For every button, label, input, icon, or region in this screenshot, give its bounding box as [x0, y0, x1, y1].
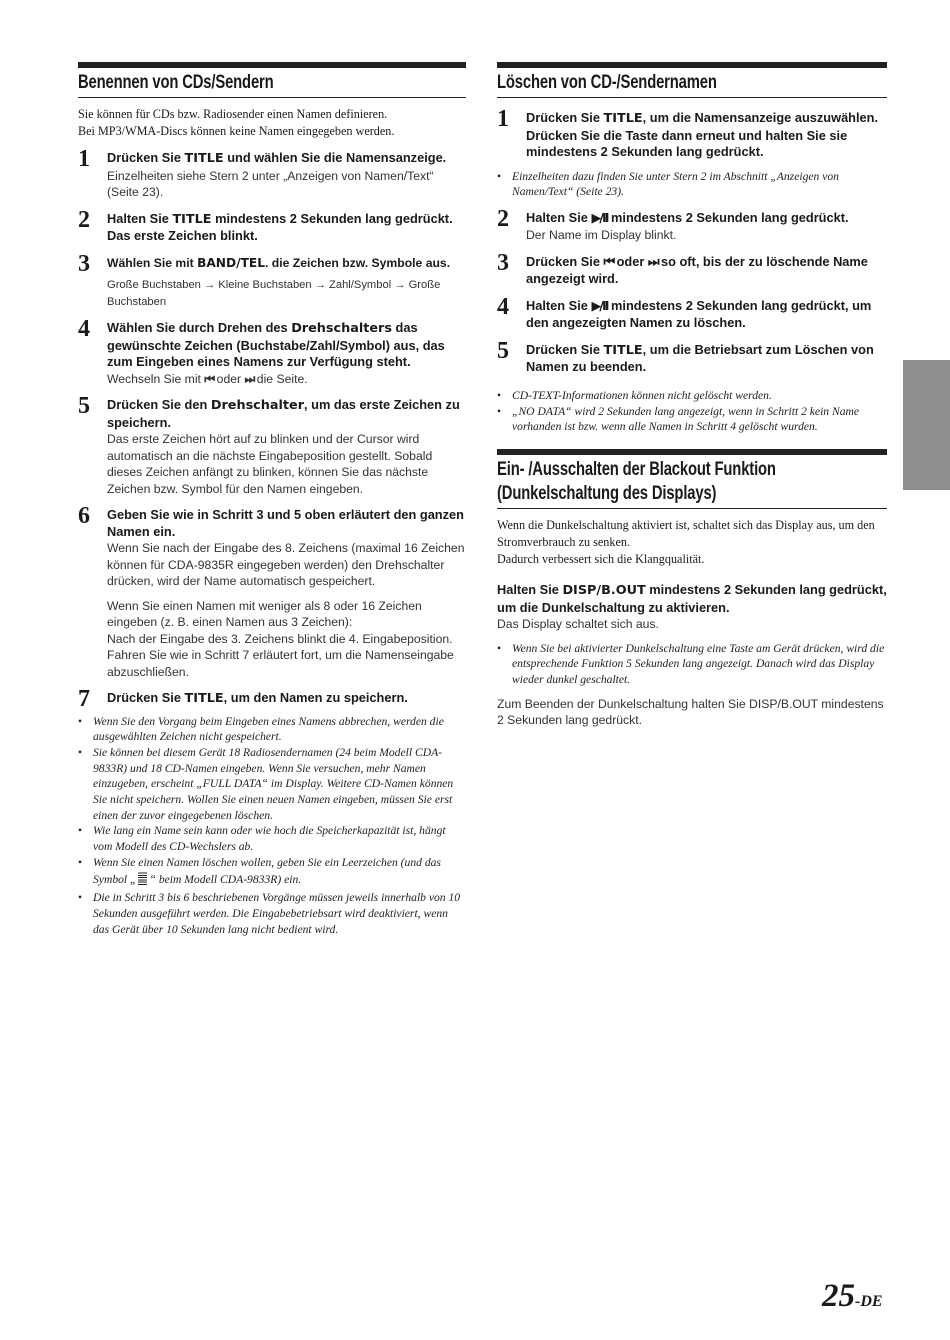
note-item: • Sie können bei diesem Gerät 18 Radiosendernamen (24 beim Modell CDA-9833R) und 18 CD-Namen eingeben. Wenn Sie versuchen, mehr Namen einzugeben, erscheint „FULL DATA“ im Display. Weitere CD-Namen können Sie nicht speichern. Wollen Sie einen neuen Namen eingeben, müssen Sie erst einen der zuvor eingegebenen löschen.	[78, 745, 466, 824]
note-item: • Einzelheiten dazu finden Sie unter Stern 2 im Abschnitt „Anzeigen von Namen/Text“ (Seite 23).	[497, 169, 887, 200]
step-body: Nach der Eingabe des 3. Zeichens blinkt die 4. Eingabeposition. Fahren Sie wie in Schritt 7 erläutert fort, um die Namenseingabe abzuschließen.	[107, 631, 454, 679]
side-tab-marker	[903, 360, 950, 490]
notes-list	[497, 641, 887, 688]
step-1	[497, 106, 887, 161]
step-number: 7	[78, 686, 90, 712]
note-item: • CD-TEXT-Informationen können nicht gelöscht werden.	[497, 388, 887, 404]
note-item: • Wenn Sie bei aktivierter Dunkelschaltung eine Taste am Gerät drücken, wird die entsprechende Funktion 5 Sekunden lang angezeigt. Danach wird das Display wieder dunkel geschaltet.	[497, 641, 887, 688]
step-7	[78, 686, 466, 712]
step-5	[78, 393, 466, 497]
step-number: 3	[78, 250, 90, 277]
heading-text: (Dunkelschaltung des Displays)	[497, 483, 717, 505]
play-pause-icon: ▶/II	[591, 210, 608, 226]
instruction-title: Halten Sie DISP/B.OUT mindestens 2 Sekunden lang gedrückt, um die Dunkelschaltung zu aktivieren.	[497, 582, 887, 615]
step-body: Wenn Sie nach der Eingabe des 8. Zeichens (maximal 16 Zeichen können für CDA-9835R eingegeben werden) den Drehschalter drücken, wird der Name automatisch gespeichert.	[107, 541, 465, 588]
play-pause-icon: ▶/II	[591, 298, 608, 314]
step-title: Drücken Sie TITLE und wählen Sie die Namensanzeige.	[107, 150, 447, 166]
step-body: Der Name im Display blinkt.	[526, 228, 677, 243]
page-number: 25-DE	[822, 1278, 883, 1314]
step-number: 2	[497, 205, 509, 232]
next-track-icon: ⏭	[647, 254, 658, 270]
heading-text: Ein- /Ausschalten der Blackout Funktion	[497, 459, 776, 481]
step-number: 6	[78, 503, 90, 529]
step-3	[78, 250, 466, 311]
section-heading-delete	[497, 62, 887, 98]
step-3	[497, 249, 887, 288]
note-item: • Wenn Sie einen Namen löschen wollen, geben Sie ein Leerzeichen (und das Symbol „ “ beim Modell CDA-9833R) ein.	[78, 855, 466, 887]
left-column	[78, 62, 466, 937]
step-title: Geben Sie wie in Schritt 3 und 5 oben erläutert den ganzen Namen ein.	[107, 507, 464, 539]
step-number: 4	[78, 316, 90, 342]
step-title: Drücken Sie TITLE, um den Namen zu speichern.	[107, 690, 408, 706]
step-1	[78, 146, 466, 201]
heading-text: Löschen von CD-/Sendernamen	[497, 72, 717, 93]
intro-line: Sie können für CDs bzw. Radiosender einen Namen definieren.	[78, 107, 388, 121]
step-body: Wechseln Sie mit ⏮ oder ⏭ die Seite.	[107, 371, 308, 386]
step-title: Drücken Sie ⏮ oder ⏭ so oft, bis der zu löschende Name angezeigt wird.	[526, 253, 868, 287]
step-title: Drücken Sie TITLE, um die Betriebsart zum Löschen von Namen zu beenden.	[526, 341, 874, 375]
step-number: 5	[497, 337, 509, 364]
step-title: Wählen Sie durch Drehen des Drehschalters das gewünschte Zeichen (Buchstabe/Zahl/Symbol) aus, das zum Eingeben eines Namens zur Verfügung steht.	[107, 320, 445, 369]
section-heading-blackout	[497, 449, 887, 509]
intro-text	[78, 106, 466, 140]
notes-list	[497, 169, 887, 200]
end-text: Zum Beenden der Dunkelschaltung halten Sie DISP/B.OUT mindestens 2 Sekunden lang gedrückt.	[497, 696, 884, 728]
intro-line: Bei MP3/WMA-Discs können keine Namen eingegeben werden.	[78, 124, 395, 138]
step-number: 1	[78, 146, 90, 172]
note-item: • Wenn Sie den Vorgang beim Eingeben eines Namens abbrechen, werden die ausgewählten Zeichen nicht gespeichert.	[78, 714, 466, 745]
step-title: Halten Sie ▶/II mindestens 2 Sekunden lang gedrückt.	[526, 209, 849, 226]
step-title: Halten Sie TITLE mindestens 2 Sekunden lang gedrückt. Das erste Zeichen blinkt.	[107, 210, 453, 243]
step-number: 2	[78, 206, 90, 233]
step-title: Halten Sie ▶/II mindestens 2 Sekunden lang gedrückt, um den angezeigten Namen zu löschen.	[526, 297, 872, 331]
step-body: Einzelheiten siehe Stern 2 unter „Anzeigen von Namen/Text“ (Seite 23).	[107, 168, 434, 199]
step-number: 3	[497, 249, 509, 276]
step-5	[497, 337, 887, 376]
step-2	[497, 205, 887, 244]
previous-track-icon: ⏮	[603, 254, 614, 270]
space-symbol-icon	[138, 871, 147, 885]
notes-list	[78, 714, 466, 938]
heading-text: Benennen von CDs/Sendern	[78, 72, 274, 93]
step-6	[78, 503, 466, 680]
step-body: Große Buchstaben → Kleine Buchstaben → Zahl/Symbol → Große Buchstaben	[107, 279, 441, 308]
note-item: • Die in Schritt 3 bis 6 beschriebenen Vorgänge müssen jeweils innerhalb von 10 Sekunden ausgeführt werden. Die Eingabebetriebsart wird deaktiviert, wenn das Gerät über 10 Sekunden lang nicht bedient wird.	[78, 890, 466, 937]
step-4	[497, 293, 887, 332]
note-item: • Wie lang ein Name sein kann oder wie hoch die Speicherkapazität ist, hängt vom Modell des CD-Wechslers ab.	[78, 823, 466, 854]
step-body: Wenn Sie einen Namen mit weniger als 8 oder 16 Zeichen eingeben (z. B. einen Namen aus 3 Zeichen):	[107, 598, 422, 629]
step-number: 4	[497, 293, 509, 320]
note-item: • „NO DATA“ wird 2 Sekunden lang angezeigt, wenn in Schritt 2 kein Name vorhanden ist bzw. wenn alle Namen in Schritt 4 gelöscht wurden.	[497, 404, 887, 435]
intro-line: Dadurch verbessert sich die Klangqualität.	[497, 552, 705, 567]
intro-text	[497, 517, 887, 568]
step-number: 1	[497, 106, 509, 132]
step-number: 5	[78, 393, 90, 419]
instruction-body: Das Display schaltet sich aus.	[497, 617, 659, 632]
next-track-icon: ⏭	[244, 371, 254, 386]
previous-track-icon: ⏮	[204, 371, 214, 386]
intro-line: Wenn die Dunkelschaltung aktiviert ist, schaltet sich das Display aus, um den Stromverbrauch zu senken.	[497, 518, 875, 550]
notes-list	[497, 388, 887, 435]
step-2	[78, 206, 466, 245]
section-heading-naming	[78, 62, 466, 98]
step-title: Drücken Sie den Drehschalter, um das erste Zeichen zu speichern.	[107, 397, 460, 430]
step-4	[78, 316, 466, 387]
step-body: Das erste Zeichen hört auf zu blinken und der Cursor wird automatisch an die nächste Eingabeposition gestellt. Sobald dieses Zeichen anfängt zu blinken, können Sie das nächste Zeichen bzw. Symbol für den Namen eingeben.	[107, 432, 433, 496]
step-title: Wählen Sie mit BAND/TEL. die Zeichen bzw. Symbole aus.	[107, 255, 451, 270]
step-title: Drücken Sie TITLE, um die Namensanzeige auszuwählen. Drücken Sie die Taste dann erneut und halten Sie sie mindestens 2 Sekunden lang gedrückt.	[526, 110, 879, 159]
right-column	[497, 62, 887, 729]
